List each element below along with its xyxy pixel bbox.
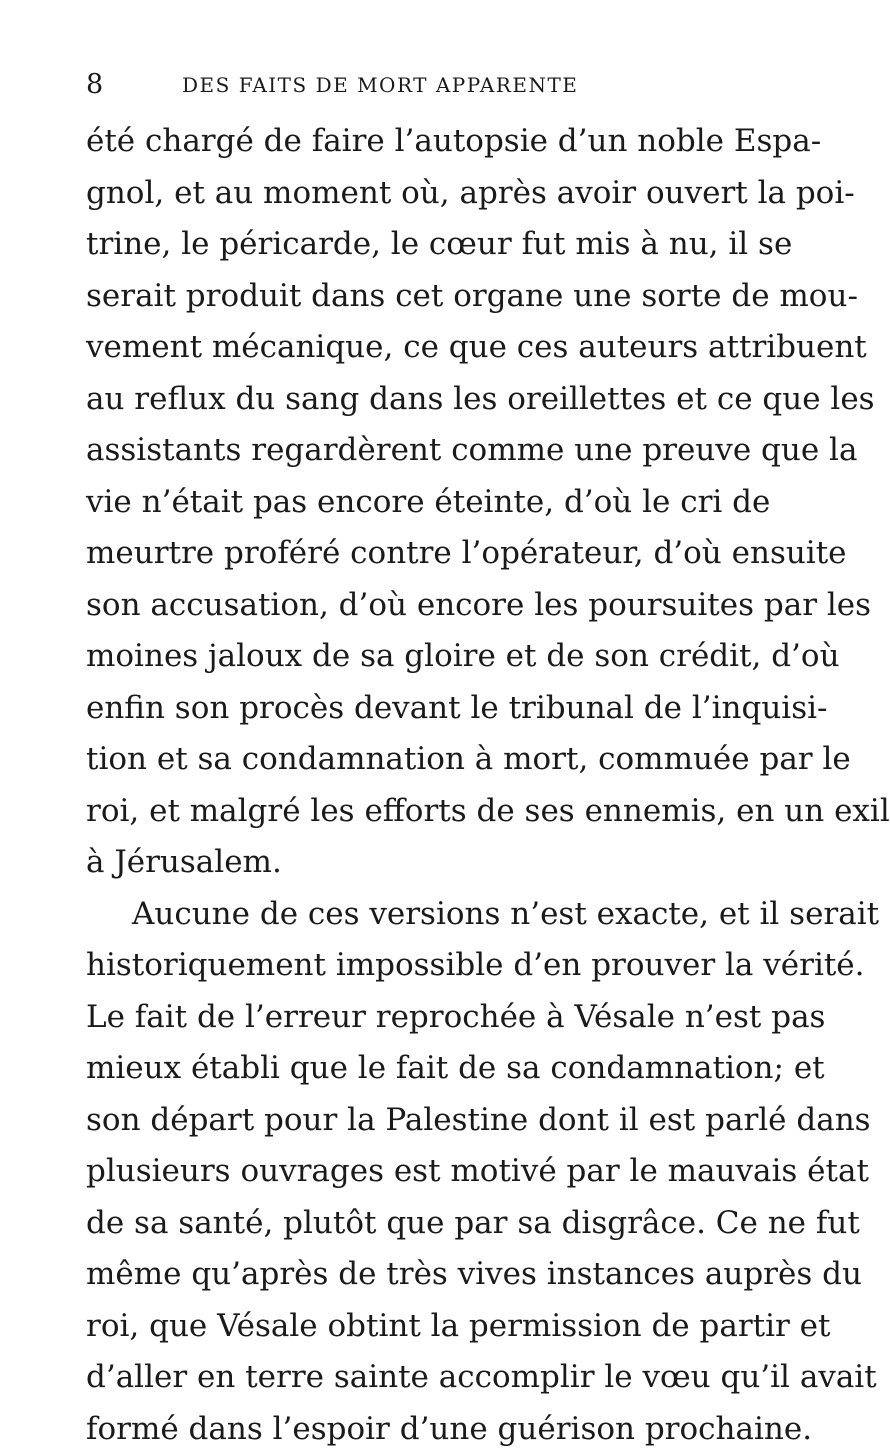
running-head: DES FAITS DE MORT APPARENTE xyxy=(182,70,578,100)
paragraph-end-line: formé dans l’espoir d’une guérison prochaine. xyxy=(86,1404,716,1455)
text-line: de sa santé, plutôt que par sa disgrâce. Ce ne fut xyxy=(86,1198,716,1250)
text-line: assistants regardèrent comme une preuve que la xyxy=(86,425,716,477)
text-line: meurtre proféré contre l’opérateur, d’où ensuite xyxy=(86,528,716,580)
text-line: mieux établi que le fait de sa condamnation; et xyxy=(86,1043,716,1095)
text-line: d’aller en terre sainte accomplir le vœu qu’il avait xyxy=(86,1352,716,1404)
text-line: Le fait de l’erreur reprochée à Vésale n’est pas xyxy=(86,992,716,1044)
text-line: historiquement impossible d’en prouver la vérité. xyxy=(86,940,716,992)
text-line: tion et sa condamnation à mort, commuée par le xyxy=(86,734,716,786)
text-line: son départ pour la Palestine dont il est parlé dans xyxy=(86,1095,716,1147)
page-number: 8 xyxy=(86,68,103,102)
text-line: roi, que Vésale obtint la permission de partir et xyxy=(86,1301,716,1353)
text-line: serait produit dans cet organe une sorte de mou- xyxy=(86,271,716,323)
text-line: moines jaloux de sa gloire et de son crédit, d’où xyxy=(86,631,716,683)
text-line: vie n’était pas encore éteinte, d’où le cri de xyxy=(86,477,716,529)
text-line: vement mécanique, ce que ces auteurs attribuent xyxy=(86,322,716,374)
text-line: plusieurs ouvrages est motivé par le mauvais état xyxy=(86,1146,716,1198)
text-line: au reflux du sang dans les oreillettes et ce que les xyxy=(86,374,716,426)
text-line: été chargé de faire l’autopsie d’un noble Espa- xyxy=(86,116,716,168)
page-header xyxy=(86,68,706,108)
text-line: son accusation, d’où encore les poursuites par les xyxy=(86,580,716,632)
text-line: enfin son procès devant le tribunal de l’inquisi- xyxy=(86,683,716,735)
body-text xyxy=(86,116,716,1455)
text-line: roi, et malgré les efforts de ses ennemis, en un exil xyxy=(86,786,716,838)
paragraph-end-line: à Jérusalem. xyxy=(86,837,716,889)
text-line: même qu’après de très vives instances auprès du xyxy=(86,1249,716,1301)
text-line: trine, le péricarde, le cœur fut mis à nu, il se xyxy=(86,219,716,271)
text-line: gnol, et au moment où, après avoir ouvert la poi- xyxy=(86,168,716,220)
paragraph-start-line: Aucune de ces versions n’est exacte, et il serait xyxy=(86,889,716,941)
